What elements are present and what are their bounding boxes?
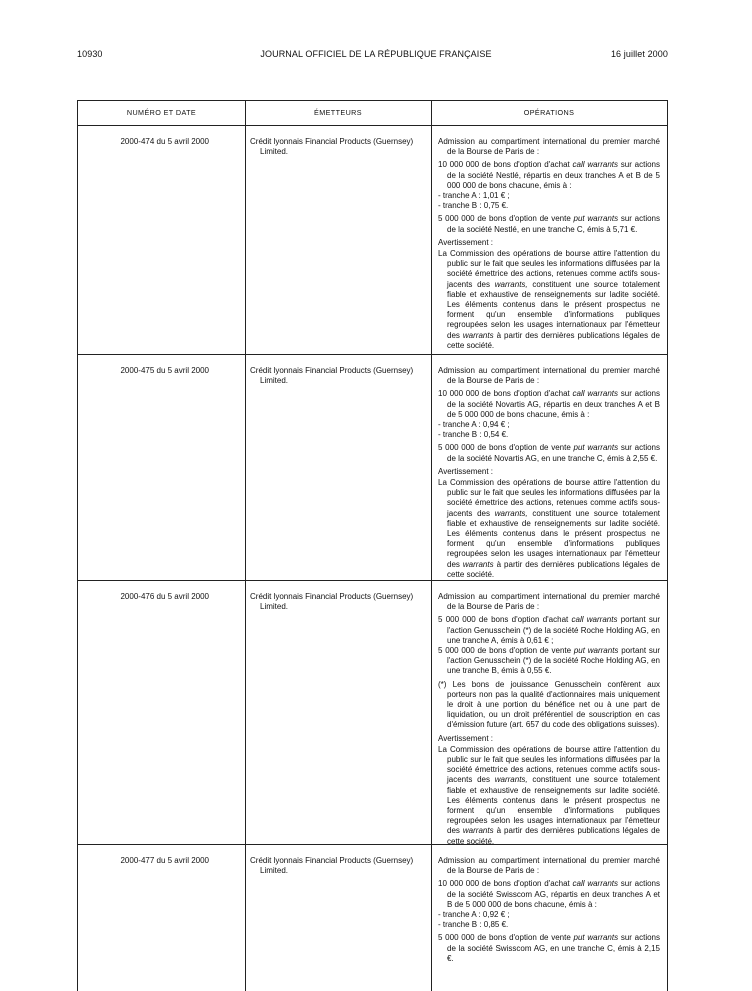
row-divider: [78, 354, 667, 355]
column-header-numero: NUMÉRO ET DATE: [126, 108, 197, 117]
row-numero: 2000-476 du 5 avril 2000: [120, 592, 209, 601]
row-divider: [78, 580, 667, 581]
row-numero: 2000-477 du 5 avril 2000: [120, 856, 209, 865]
row-emetteur: Crédit lyonnais Financial Products (Guernsey) Limited.: [250, 137, 414, 157]
row-operations: Admission au compartiment international du premier marché de la Bourse de Paris de : 10 000 000 de bons d'option d'achat call warrants sur actions de la société Novartis AG, répartis en deux tranches A et B de 5 000 000 de bons chacune, émis à : - tranche A : 0,94 € ; - tranche B : 0,54 €. 5 000 000 de bons d'option de vente put warrants sur actions de la société Novartis AG, en une tranche C, émis à 2,55 €. Avertissement : La Commission des opérations de bourse attire l'attention du public sur le fait que seules les informations diffusées par la société émettrice des actions, retenues comme actifs sous-jacents des warrants, constituent une source totalement fiable et exhaustive de renseignements sur ladite société. Les éléments contenus dans le présent prospectus ne forment qu'un ensemble d'informations publiques regroupées selon les usages internationaux par l'émetteur des warrants à partir des dernières publications légales de cette société.: [438, 366, 661, 579]
row-divider: [78, 844, 667, 845]
row-numero: 2000-474 du 5 avril 2000: [120, 137, 209, 146]
operations-table: [77, 100, 668, 991]
column-header-operations: OPÉRATIONS: [523, 108, 575, 117]
page-number: 10930: [77, 49, 103, 59]
row-operations: Admission au compartiment international du premier marché de la Bourse de Paris de : 10 000 000 de bons d'option d'achat call warrants sur actions de la société Nestlé, répartis en deux tranches A et B de 5 000 000 de bons chacune, émis à : - tranche A : 1,01 € ; - tranche B : 0,75 €. 5 000 000 de bons d'option de vente put warrants sur actions de la société Nestlé, en une tranche C, émis à 5,71 €. Avertissement : La Commission des opérations de bourse attire l'attention du public sur le fait que seules les informations diffusées par la société émettrice des actions, retenues comme actifs sous-jacents des warrants, constituent une source totalement fiable et exhaustive de renseignements sur ladite société. Les éléments contenus dans le présent prospectus ne forment qu'un ensemble d'informations publiques regroupées selon les usages internationaux par l'émetteur des warrants à partir des dernières publications légales de cette société.: [438, 137, 661, 350]
issue-date: 16 juillet 2000: [610, 49, 668, 59]
journal-title: JOURNAL OFFICIEL DE LA RÉPUBLIQUE FRANÇAISE: [260, 49, 492, 59]
row-emetteur: Crédit lyonnais Financial Products (Guernsey) Limited.: [250, 856, 414, 876]
column-divider: [245, 101, 246, 991]
row-operations: Admission au compartiment international du premier marché de la Bourse de Paris de : 10 000 000 de bons d'option d'achat call warrants sur actions de la société Swisscom AG, répartis en deux tranches A et B de 5 000 000 de bons chacune, émis à : - tranche A : 0,92 € ; - tranche B : 0,85 €. 5 000 000 de bons d'option de vente put warrants sur actions de la société Swisscom AG, en une tranche C, émis à 2,15 €.: [438, 856, 661, 963]
row-emetteur: Crédit lyonnais Financial Products (Guernsey) Limited.: [250, 592, 414, 612]
row-operations: Admission au compartiment international du premier marché de la Bourse de Paris de : 5 000 000 de bons d'option d'achat call warrants portant sur l'action Genusschein (*) de la société Roche Holding AG, en une tranche A, émis à 0,61 € ; 5 000 000 de bons d'option de vente put warrants portant sur l'action Genusschein (*) de la société Roche Holding AG, en une tranche B, émis à 0,55 €. (*) Les bons de jouissance Genusschein confèrent aux porteurs non pas la qualité d'actionnaires mais uniquement le droit à une portion du bénéfice net ou à une part de liquidation, ou un droit préférentiel de souscription en cas d'émission future (art. 657 du code des obligations suisses). Avertissement : La Commission des opérations de bourse attire l'attention du public sur le fait que seules les informations diffusées par la société émettrice des actions, retenues comme actifs sous-jacents des warrants, constituent une source totalement fiable et exhaustive de renseignements sur ladite société. Les éléments contenus dans le présent prospectus ne forment qu'un ensemble d'informations publiques regroupées selon les usages internationaux par l'émetteur des warrants à partir des dernières publications légales de cette société.: [438, 592, 661, 846]
header-divider: [78, 125, 667, 126]
row-emetteur: Crédit lyonnais Financial Products (Guernsey) Limited.: [250, 366, 414, 386]
row-numero: 2000-475 du 5 avril 2000: [120, 366, 209, 375]
column-header-emetteurs: ÉMETTEURS: [314, 108, 362, 117]
column-divider: [431, 101, 432, 991]
